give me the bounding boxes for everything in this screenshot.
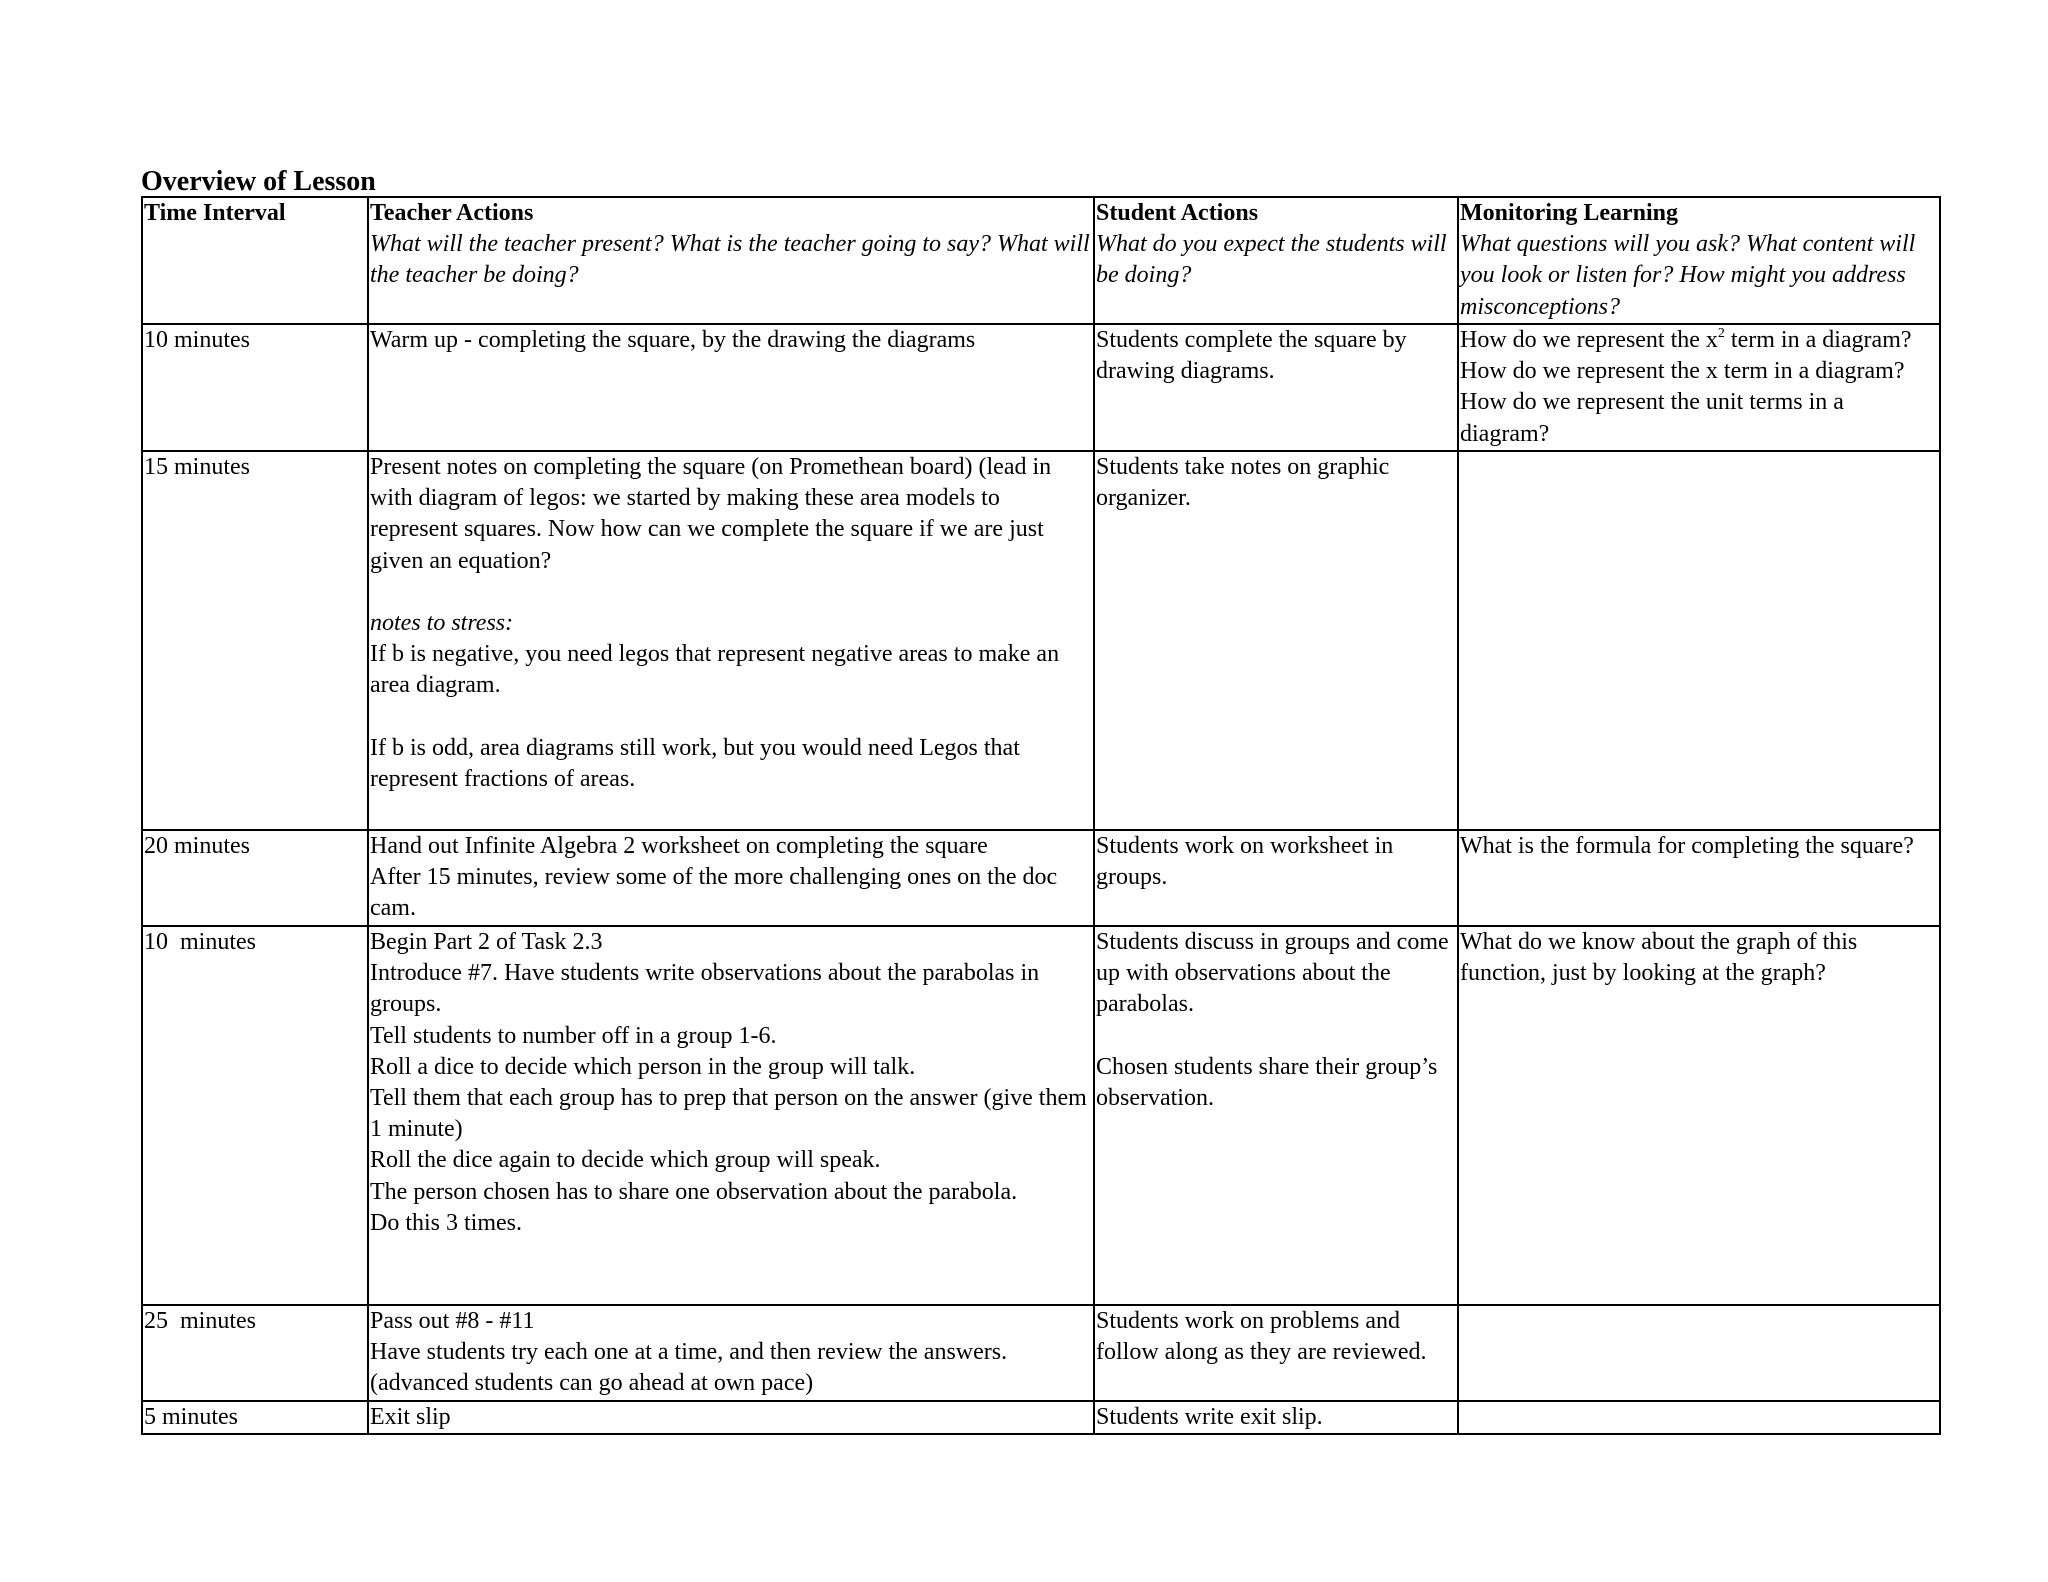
header-cell-monitoring: [1458, 197, 1940, 324]
teacher-note: If b is negative, you need legos that represent negative areas to make an area diagram.: [370, 641, 1060, 699]
student-text: Students write exit slip.: [1096, 1404, 1323, 1430]
time-cell: [142, 926, 368, 1305]
teacher-note: If b is odd, area diagrams still work, but you would need Legos that represent fractions of areas.: [370, 734, 1020, 792]
header-cell-student: [1094, 197, 1458, 324]
time-value: 10 minutes: [144, 327, 250, 353]
question-text: term in a diagram?: [1724, 327, 1912, 353]
time-value: 10 minutes: [144, 929, 256, 955]
monitoring-question: What is the formula for completing the square?: [1460, 833, 1914, 859]
column-title: Monitoring Learning: [1460, 200, 1679, 226]
teacher-text: Warm up - completing the square, by the drawing the diagrams: [370, 327, 976, 353]
student-cell: [1094, 830, 1458, 926]
student-text: Students take notes on graphic organizer.: [1096, 454, 1390, 512]
monitoring-cell: [1458, 451, 1940, 830]
student-cell: [1094, 926, 1458, 1305]
student-cell: [1094, 1305, 1458, 1401]
time-value: 15 minutes: [144, 454, 250, 480]
column-subtitle: What questions will you ask? What content will you look or listen for? How might you address misconceptions?: [1460, 231, 1916, 320]
monitoring-cell: [1458, 830, 1940, 926]
student-text: Students complete the square by drawing diagrams.: [1096, 327, 1407, 385]
teacher-step: Roll a dice to decide which person in the group will talk.: [370, 1053, 916, 1080]
lesson-overview-table: [141, 196, 1941, 1435]
time-value: 20 minutes: [144, 833, 250, 859]
teacher-step: Introduce #7. Have students write observations about the parabolas in groups.: [370, 960, 1040, 1018]
monitoring-question: How do we represent the unit terms in a diagram?: [1460, 389, 1844, 447]
time-cell: [142, 830, 368, 926]
table-header-row: [142, 197, 1940, 324]
student-cell: [1094, 324, 1458, 451]
column-title: Time Interval: [144, 200, 286, 226]
monitoring-cell: [1458, 1305, 1940, 1401]
page-title: Overview of Lesson: [141, 166, 376, 197]
teacher-step: Begin Part 2 of Task 2.3: [370, 929, 603, 955]
student-text: Students work on worksheet in groups.: [1096, 833, 1394, 891]
table-row: [142, 1401, 1940, 1434]
time-cell: [142, 1305, 368, 1401]
teacher-cell: [368, 1401, 1094, 1434]
teacher-text: Have students try each one at a time, and then review the answers.: [370, 1339, 1008, 1366]
time-cell: [142, 324, 368, 451]
teacher-text: (advanced students can go ahead at own pace): [370, 1370, 814, 1397]
question-text: How do we represent the x: [1460, 327, 1718, 353]
teacher-cell: [368, 451, 1094, 830]
teacher-cell: [368, 324, 1094, 451]
teacher-step: Do this 3 times.: [370, 1209, 523, 1236]
monitoring-cell: [1458, 324, 1940, 451]
student-text: Students discuss in groups and come up with observations about the parabolas.: [1096, 929, 1449, 1018]
student-text: Chosen students share their group’s observation.: [1096, 1053, 1438, 1111]
monitoring-cell: [1458, 926, 1940, 1305]
table-row: [142, 1305, 1940, 1401]
time-cell: [142, 1401, 368, 1434]
teacher-step: Tell them that each group has to prep that person on the answer (give them 1 minute): [370, 1085, 1087, 1143]
spacer: [370, 702, 1092, 733]
notes-label: notes to stress:: [370, 610, 514, 636]
teacher-step: Roll the dice again to decide which group will speak.: [370, 1147, 881, 1174]
teacher-step: Tell students to number off in a group 1-6.: [370, 1022, 777, 1049]
spacer: [1096, 1021, 1456, 1052]
time-value: 25 minutes: [144, 1308, 256, 1334]
student-text: Students work on problems and follow along as they are reviewed.: [1096, 1308, 1427, 1366]
monitoring-cell: [1458, 1401, 1940, 1434]
table-row: [142, 926, 1940, 1305]
table-row: [142, 324, 1940, 451]
monitoring-question: What do we know about the graph of this function, just by looking at the graph?: [1460, 929, 1858, 987]
monitoring-question: How do we represent the x term in a diagram?: [1460, 358, 1905, 385]
teacher-cell: [368, 926, 1094, 1305]
student-cell: [1094, 1401, 1458, 1434]
column-title: Teacher Actions: [370, 200, 534, 226]
teacher-text: Exit slip: [370, 1404, 451, 1430]
student-cell: [1094, 451, 1458, 830]
teacher-cell: [368, 1305, 1094, 1401]
column-title: Student Actions: [1096, 200, 1259, 226]
table-row: [142, 830, 1940, 926]
time-cell: [142, 451, 368, 830]
teacher-text: Pass out #8 - #11: [370, 1308, 535, 1334]
header-cell-teacher: [368, 197, 1094, 324]
column-subtitle: What do you expect the students will be doing?: [1096, 231, 1447, 289]
time-value: 5 minutes: [144, 1404, 238, 1430]
teacher-step: The person chosen has to share one observation about the parabola.: [370, 1178, 1018, 1205]
column-subtitle: What will the teacher present? What is the teacher going to say? What will the teacher be doing?: [370, 231, 1090, 289]
teacher-text: After 15 minutes, review some of the more challenging ones on the doc cam.: [370, 864, 1058, 922]
teacher-cell: [368, 830, 1094, 926]
monitoring-question: [1460, 325, 1938, 356]
teacher-text: Present notes on completing the square (on Promethean board) (lead in with diagram of legos: we started by making these area models to represent squares. Now how can we complete the square if we are just given an equation?: [370, 454, 1052, 574]
header-cell-time: [142, 197, 368, 324]
teacher-text: Hand out Infinite Algebra 2 worksheet on completing the square: [370, 833, 988, 859]
superscript-2: 2: [1717, 326, 1725, 341]
table-row: [142, 451, 1940, 830]
spacer: [370, 577, 1092, 608]
